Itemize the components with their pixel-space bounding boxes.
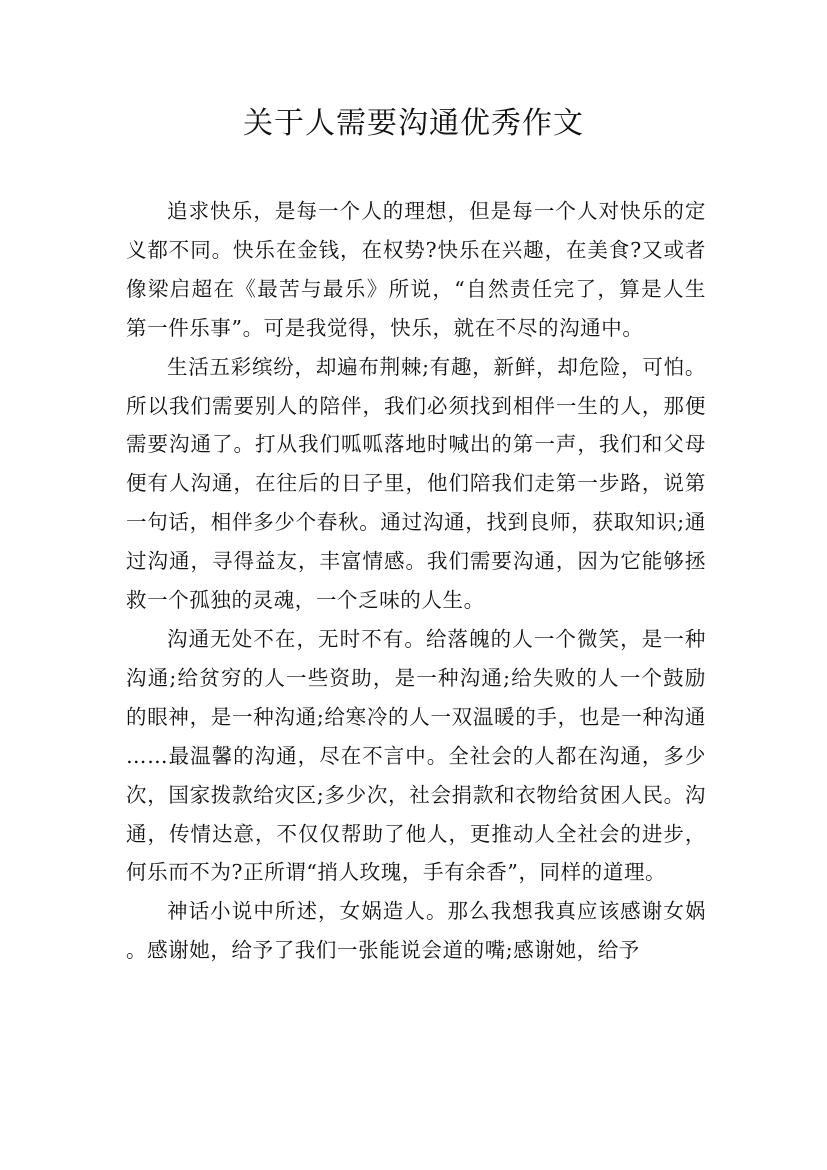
- paragraph-4: 神话小说中所述，女娲造人。那么我想我真应该感谢女娲。感谢她，给予了我们一张能说会道的嘴;感谢她，给予: [126, 899, 706, 963]
- paragraph-1: 追求快乐，是每一个人的理想，但是每一个人对快乐的定义都不同。快乐在金钱，在权势?快乐在兴趣，在美食?又或者像梁启超在《最苦与最乐》所说，“自然责任完了，算是人生第一件乐事”。可是我觉得，快乐，就在不尽的沟通中。: [126, 199, 706, 340]
- document-title: 关于人需要沟通优秀作文: [243, 106, 584, 141]
- paragraph-3: 沟通无处不在，无时不有。给落魄的人一个微笑，是一种沟通;给贫穷的人一些资助，是一种沟通;给失败的人一个鼓励的眼神，是一种沟通;给寒冷的人一双温暖的手，也是一种沟通……最温馨的沟通，尽在不言中。全社会的人都在沟通，多少次，国家拨款给灾区;多少次，社会捐款和衣物给贫困人民。沟通，传情达意，不仅仅帮助了他人，更推动人全社会的进步，何乐而不为?正所谓“捎人玫瑰，手有余香”，同样的道理。: [126, 626, 706, 885]
- paragraph-2: 生活五彩缤纷，却遍布荆棘;有趣，新鲜，却危险，可怕。所以我们需要别人的陪伴，我们必须找到相伴一生的人，那便需要沟通了。打从我们呱呱落地时喊出的第一声，我们和父母便有人沟通，在往后的日子里，他们陪我们走第一步路，说第一句话，相伴多少个春秋。通过沟通，找到良师，获取知识;通过沟通，寻得益友，丰富情感。我们需要沟通，因为它能够拯救一个孤独的灵魂，一个乏味的人生。: [126, 354, 706, 613]
- document-body: [126, 192, 706, 970]
